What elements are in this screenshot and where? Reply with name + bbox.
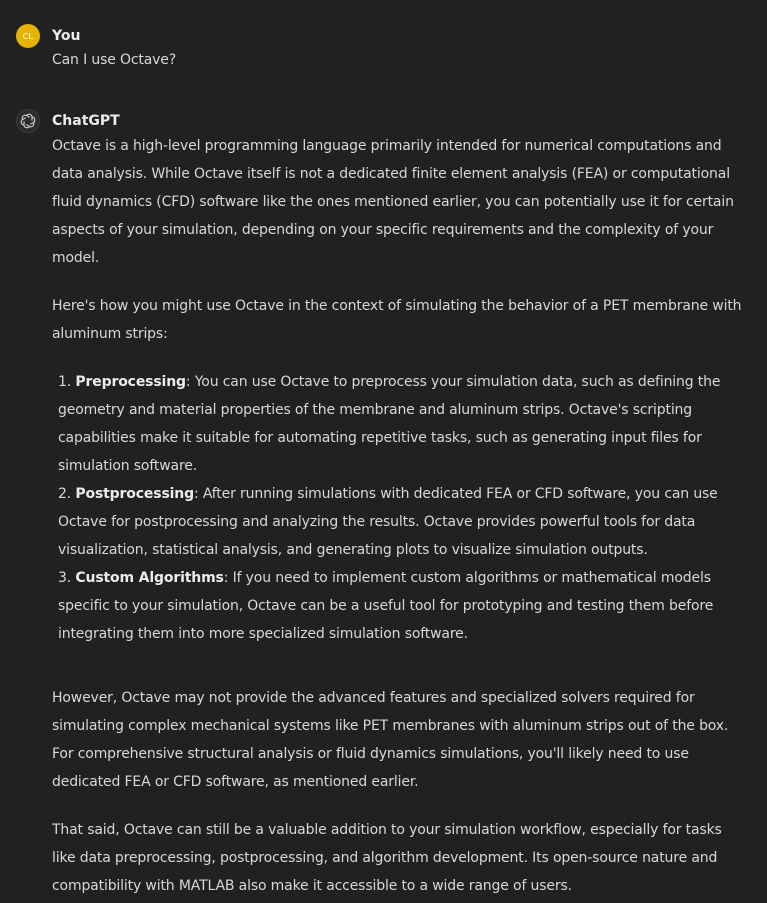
list-item-title: Postprocessing [75,486,194,502]
assistant-numbered-list [52,368,749,648]
list-item-number: 1. [58,374,72,390]
list-item-title: Custom Algorithms [75,570,224,586]
user-avatar[interactable] [16,24,40,48]
assistant-author-name: ChatGPT [52,113,120,129]
list-item-number: 2. [58,486,72,502]
list-item-text: : If you need to implement custom algorithms or mathematical models specific to your simulation, Octave can be a useful tool for prototyping and testing them before integrating them into more specialized simulation software. [58,570,714,642]
openai-logo-icon [20,113,36,129]
assistant-paragraph-2: Here's how you might use Octave in the context of simulating the behavior of a PET membrane with aluminum strips: [52,298,742,342]
assistant-message [0,106,767,903]
assistant-paragraph-3: However, Octave may not provide the advanced features and specialized solvers required for simulating complex mechanical systems like PET membranes with aluminum strips out of the box. For comprehensive structural analysis or fluid dynamics simulations, you'll likely need to use dedicated FEA or CFD software, as mentioned earlier. [52,690,729,790]
user-message-text: Can I use Octave? [52,52,177,68]
list-item-title: Preprocessing [75,374,186,390]
user-avatar-initials: CL [22,31,34,41]
assistant-paragraph-4: That said, Octave can still be a valuable addition to your simulation workflow, especially for tasks like data preprocessing, postprocessing, and algorithm development. Its open-source nature and compatibility with MATLAB also make it accessible to a wide range of users. [52,822,722,894]
list-item [58,368,749,480]
list-item-text: : You can use Octave to preprocess your simulation data, such as defining the geometry and material properties of the membrane and aluminum strips. Octave's scripting capabilities make it suitable for automating repetitive tasks, such as generating input files for simulation software. [58,374,721,474]
assistant-message-body [52,132,749,900]
list-item [58,564,749,648]
list-item-text: : After running simulations with dedicated FEA or CFD software, you can use Octave for postprocessing and analyzing the results. Octave provides powerful tools for data visualization, statistical analysis, and generating plots to visualize simulation outputs. [58,486,718,558]
assistant-avatar [16,109,40,133]
list-item [58,480,749,564]
assistant-paragraph-1: Octave is a high-level programming language primarily intended for numerical computations and data analysis. While Octave itself is not a dedicated finite element analysis (FEA) or computational fluid dynamics (CFD) software like the ones mentioned earlier, you can potentially use it for certain aspects of your simulation, depending on your specific requirements and the complexity of your model. [52,138,734,266]
list-item-number: 3. [58,570,72,586]
user-message [0,12,767,72]
user-author-name: You [52,28,81,44]
